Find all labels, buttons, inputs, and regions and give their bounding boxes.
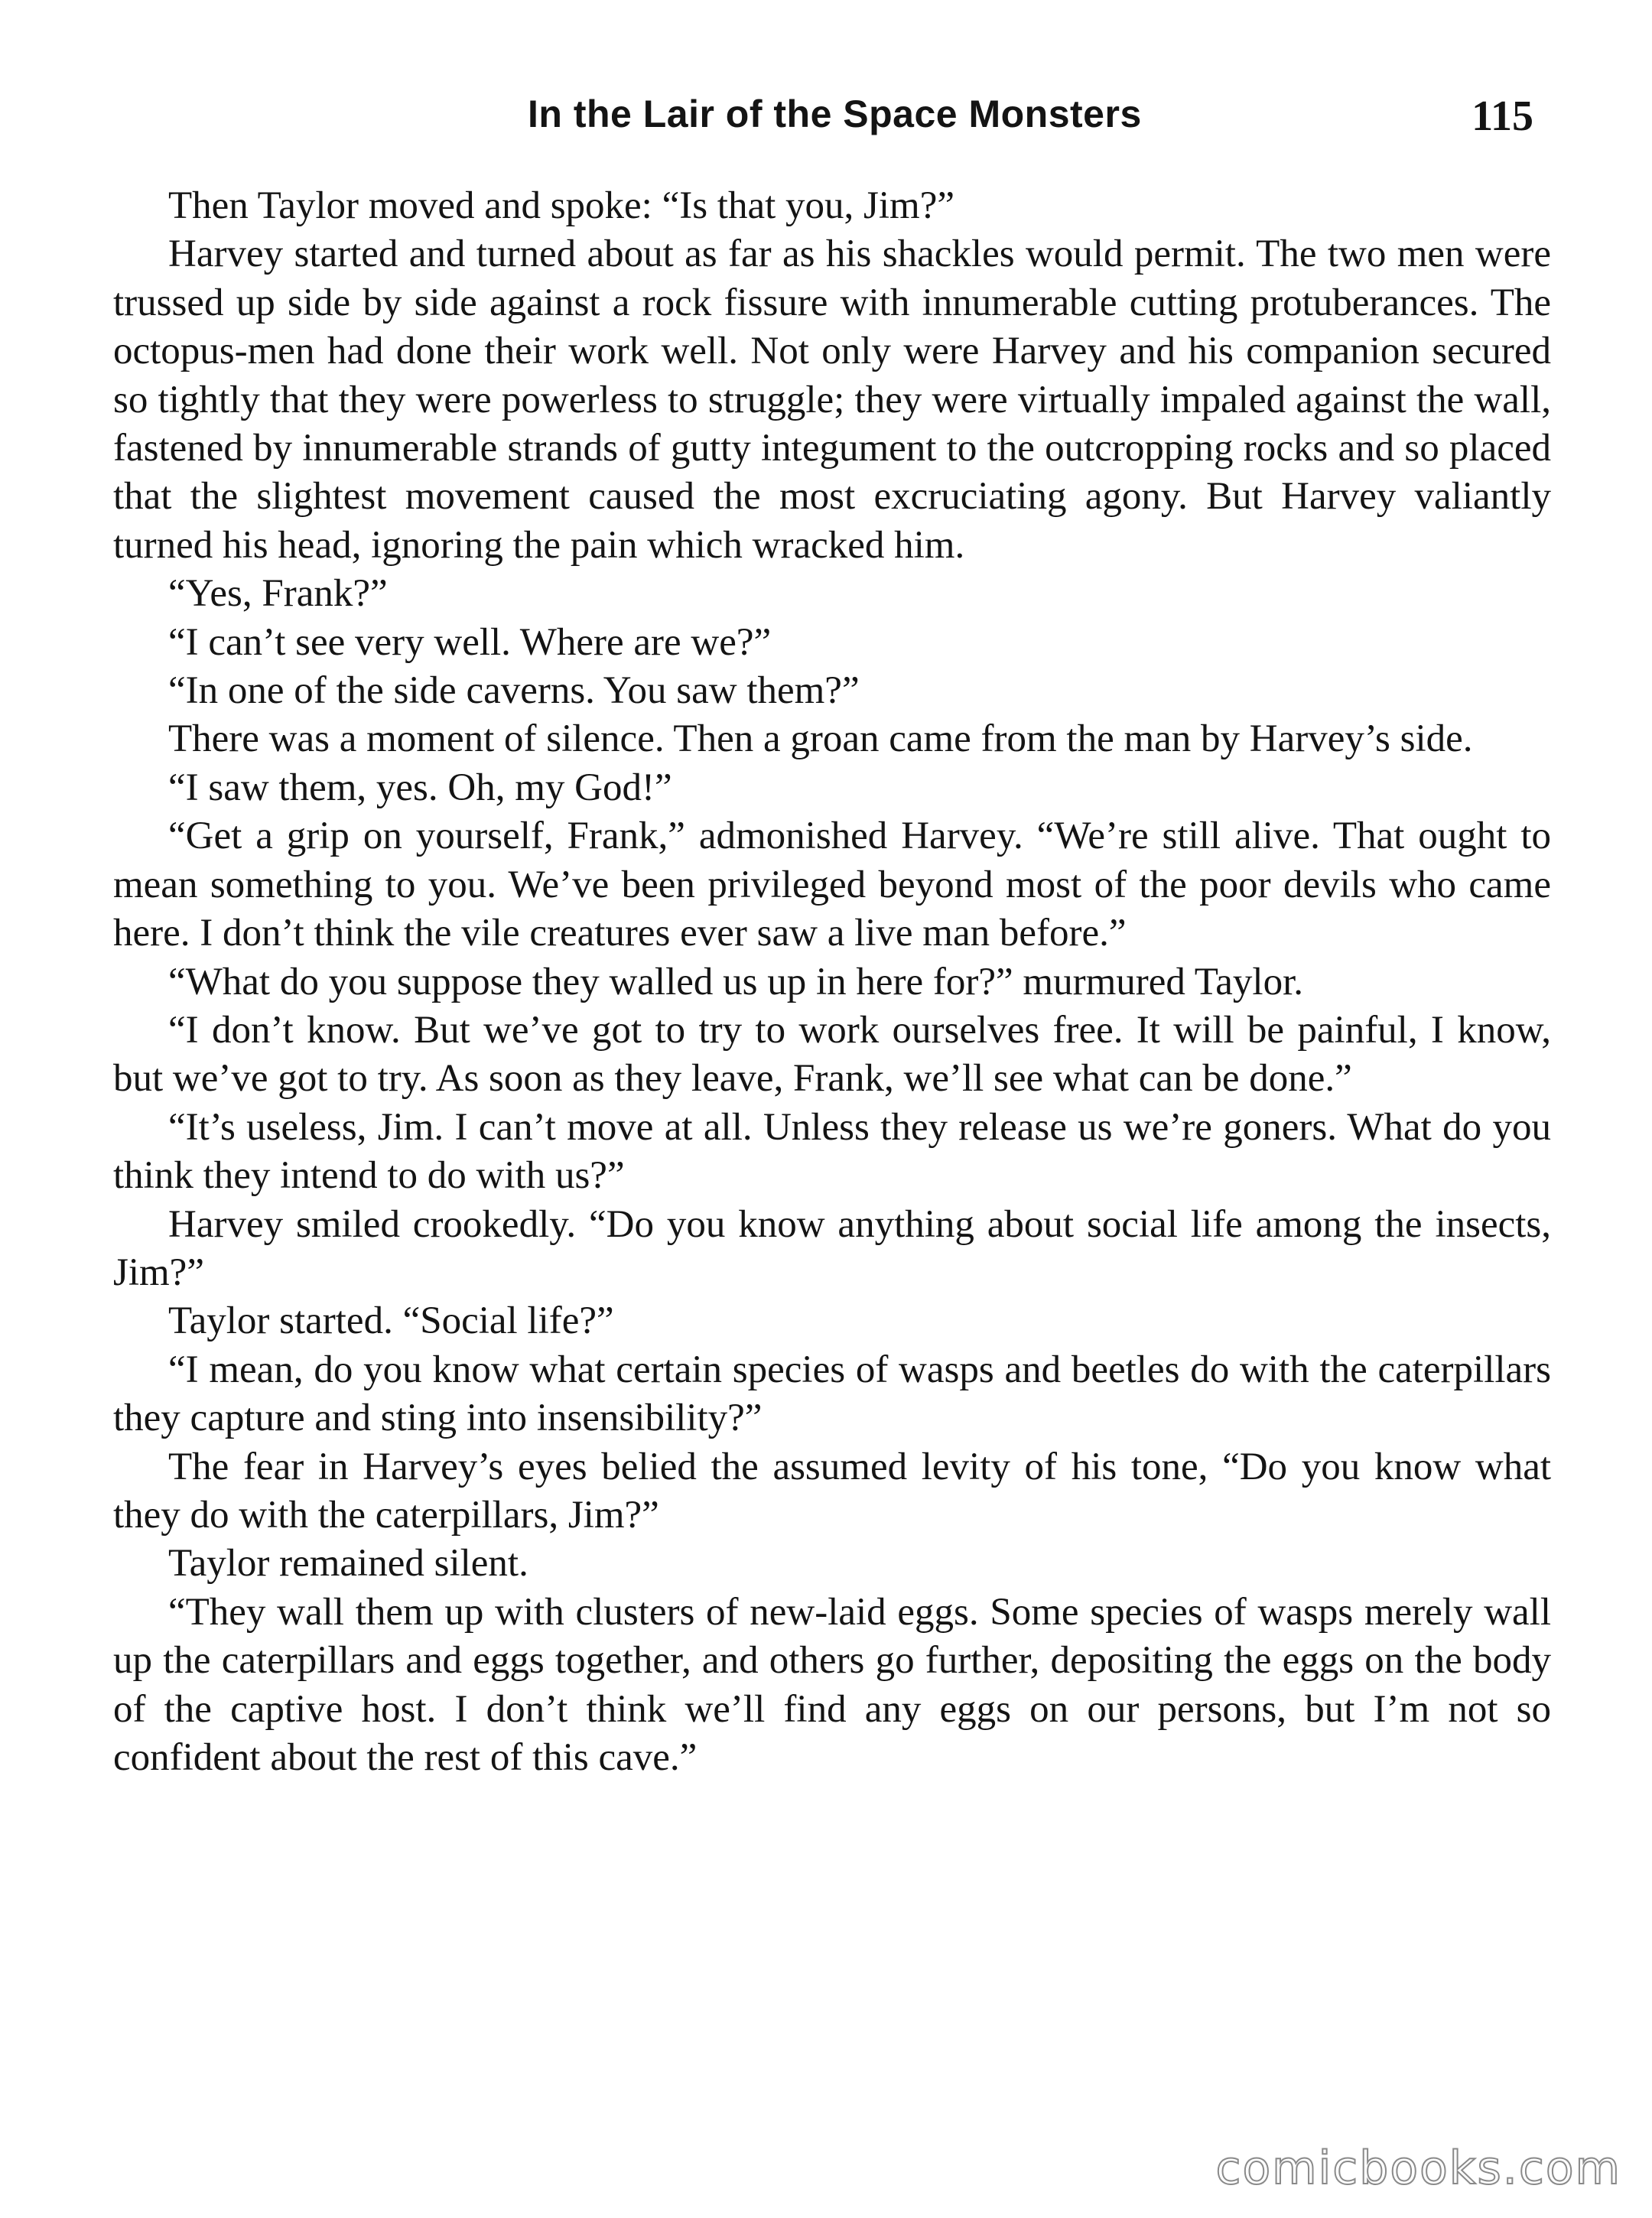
paragraph: The fear in Harvey’s eyes belied the assumed levity of his tone, “Do you know what they do with the caterpillars, Jim?” [113, 1445, 1551, 1537]
paragraph: Taylor remained silent. [168, 1542, 528, 1585]
body-text [113, 182, 1551, 1782]
watermark: comicbooks.com [1215, 2142, 1621, 2195]
page-number: 115 [1472, 93, 1533, 140]
paragraph: “I can’t see very well. Where are we?” [168, 620, 772, 664]
paragraph: Then Taylor moved and spoke: “Is that you, Jim?” [168, 184, 954, 227]
paragraph: Harvey smiled crookedly. “Do you know anything about social life among the insects, Jim?” [113, 1202, 1551, 1294]
paragraph: There was a moment of silence. Then a groan came from the man by Harvey’s side. [168, 717, 1473, 761]
paragraph: Taylor started. “Social life?” [168, 1299, 614, 1343]
paragraph: “What do you suppose they walled us up in here for?” murmured Taylor. [168, 960, 1304, 1003]
paragraph: “I don’t know. But we’ve got to try to work ourselves free. It will be painful, I know, but we’ve got to try. As soon as they leave, Frank, we’ll see what can be done.” [113, 1008, 1551, 1101]
paragraph: “Yes, Frank?” [168, 572, 388, 616]
paragraph: Harvey started and turned about as far as his shackles would permit. The two men were trussed up side by side against a rock fissure with innumerable cutting protuberances. The octopus-men had done their work well. Not only were Harvey and his companion secured so tightly that they were powerless to struggle; they were virtually impaled against the wall, fastened by innumerable strands of gutty integument to the outcropping rocks and so placed that the slightest movement caused the most excruciating agony. But Harvey valiantly turned his head, ignoring the pain which wracked him. [113, 233, 1551, 567]
paragraph: “In one of the side caverns. You saw them?” [168, 669, 860, 713]
paragraph: “Get a grip on yourself, Frank,” admonished Harvey. “We’re still alive. That ought to mean something to you. We’ve been privileged beyond most of the poor devils who came here. I don’t think the vile creatures ever saw a live man before.” [113, 815, 1551, 955]
paragraph: “I mean, do you know what certain species of wasps and beetles do with the caterpillars they capture and sting into insensibility?” [113, 1348, 1551, 1440]
paragraph: “I saw them, yes. Oh, my God!” [168, 766, 672, 809]
running-title: In the Lair of the Space Monsters [528, 93, 1142, 135]
paragraph: “It’s useless, Jim. I can’t move at all. Unless they release us we’re goners. What do you think they intend to do with us?” [113, 1105, 1551, 1198]
paragraph: “They wall them up with clusters of new-laid eggs. Some species of wasps merely wall up the caterpillars and eggs together, and others go further, depositing the eggs on the body of the captive host. I don’t think we’ll find any eggs on our persons, but I’m not so confident about the rest of this cave.” [113, 1590, 1551, 1779]
